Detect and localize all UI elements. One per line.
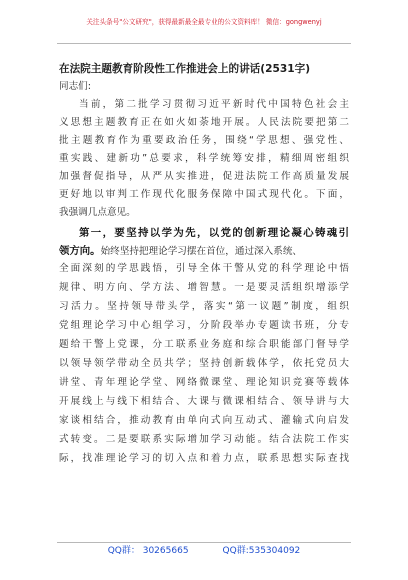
salutation: 同志们: <box>59 81 92 92</box>
document-title: 在法院主题教育阶段性工作推进会上的讲话(2531字) <box>59 63 311 75</box>
section-heading-line: 第一，要坚持以学为先，以党的创新理论凝心铸魂引 <box>79 227 349 239</box>
footer-rule <box>57 542 351 543</box>
text-line: 讲堂、青年理论学堂、网络微课堂、理论知识竞赛等载体 <box>59 377 349 388</box>
footer-qq-group-2: QQ群:535304092 <box>222 546 301 556</box>
text-line: 题给干警上党课，分工联系业务庭和综合职能部门督导学 <box>59 339 349 350</box>
footer-qq-group-1: QQ群： 30265665 <box>107 546 189 556</box>
text-line: 我强调几点意见。 <box>59 207 136 218</box>
text-line: 当前，第二批学习贯彻习近平新时代中国特色社会主 <box>79 99 349 110</box>
text-line: 重实践、建新功”总要求，科学统筹安排，精细周密组织 <box>59 153 349 164</box>
text-line: 规律、明方向、学方法、增智慧。一是要灵活组织增添学 <box>59 282 349 293</box>
text-line: 习活力。坚持领导带头学，落实“第一议题”制度，组织 <box>59 301 349 312</box>
text-line: 批主题教育作为重要政治任务，围绕“学思想、强党性、 <box>59 135 349 146</box>
text-line: 义思想主题教育正在如火如荼地开展。人民法院要把第二 <box>59 117 349 128</box>
text-line: 加强督促指导，从严从实推进，促进法院工作高质量发展 <box>59 171 349 182</box>
footer <box>0 545 408 557</box>
text-line: 际，找准理论学习的切入点和着力点，联系思想实际查找 <box>59 453 349 464</box>
section-body-start: 始终坚持把理论学习摆在首位，通过深入系统、 <box>100 246 303 257</box>
section-heading-second-line <box>59 244 349 258</box>
section-heading-tail: 领方向。 <box>59 245 101 257</box>
text-line: 式转变。二是要联系实际增加学习动能。结合法院工作实 <box>59 434 349 445</box>
header-rule <box>57 43 351 44</box>
text-line: 全面深刻的学思践悟，引导全体干警从党的科学理论中悟 <box>59 263 349 274</box>
text-line: 党组理论学习中心组学习，分阶段举办专题读书班，分专 <box>59 320 349 331</box>
text-line: 以领导领学带动全员共学；坚持创新载体学，依托党员大 <box>59 358 349 369</box>
top-banner: 关注头条号"公文研究"，获得最新最全最专业的公文资料库！ 微信：gongwenyj <box>86 18 322 26</box>
text-line: 开展线上与线下相结合、大课与微课相结合、领导讲与大 <box>59 396 349 407</box>
text-line: 更好地以审判工作现代化服务保障中国式现代化。下面， <box>59 189 349 200</box>
text-line: 家谈相结合，推动教育由单向式向互动式、灌输式向启发 <box>59 415 349 426</box>
